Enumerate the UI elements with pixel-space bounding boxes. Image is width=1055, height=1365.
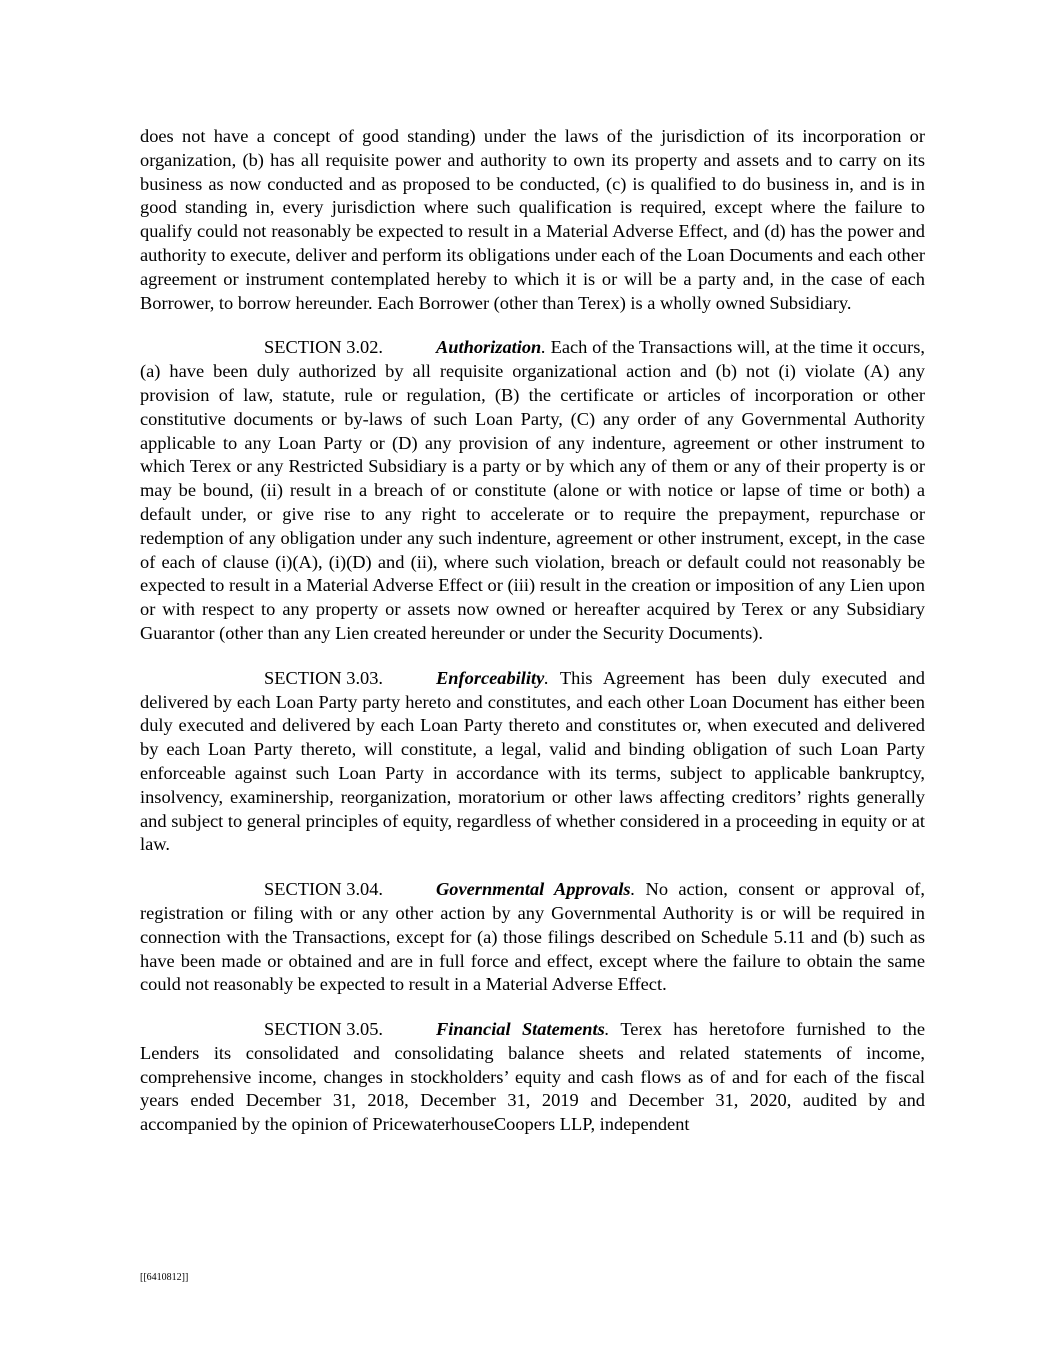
- section-text: Terex has heretofore furnished to the Lenders its consolidated and consolidating balance sheets and related statements of income, comprehensive income, changes in stockholders’ equity and cash flows as of and for each of the fiscal years ended December 31, 2018, December 31, 2019 and December 31, 2020, audited by and accompanied by the opinion of PricewaterhouseCoopers LLP, independent: [140, 1019, 926, 1135]
- section-title: Enforceability: [436, 667, 545, 688]
- section-text: No action, consent or approval of, registration or filing with or any other action by any Governmental Authority is or will be required in connection with the Transactions, except for (a) those filings described on Schedule 5.11 and (b) such as have been made or obtained and are in full force and effect, except where the failure to obtain the same could not reasonably be expected to result in a Material Adverse Effect.: [140, 879, 925, 995]
- section-3-02: [140, 336, 925, 645]
- section-text: This Agreement has been duly executed and delivered by each Loan Party party hereto and constitutes, and each other Loan Document has either been duly executed and delivered by each Loan Party thereto and constitutes or, when executed and delivered by each Loan Party thereto, will constitute, a legal, valid and binding obligation of such Loan Party enforceable against such Loan Party in accordance with its terms, subject to applicable bankruptcy, insolvency, examinership, reorganization, moratorium or other laws affecting creditors’ rights generally and subject to general principles of equity, regardless of whether considered in a proceeding in equity or at law.: [140, 667, 925, 855]
- section-title: Authorization: [436, 337, 542, 358]
- section-title-period: .: [541, 337, 546, 358]
- section-number: SECTION 3.03.: [264, 667, 384, 688]
- section-text: Each of the Transactions will, at the time it occurs, (a) have been duly authorized by all requisite organizational action and (b) not (i) violate (A) any provision of law, statute, rule or regulation, (B) the certificate or articles of incorporation or other constitutive documents or by-laws of such Loan Party, (C) any order of any Governmental Authority applicable to any Loan Party or (D) any provision of any indenture, agreement or other instrument to which Terex or any Restricted Subsidiary is a party or by which any of them or any of their property is or may be bound, (ii) result in a breach of or constitute (alone or with notice or lapse of time or both) a default under, or give rise to any right to accelerate or to require the prepayment, repurchase or redemption of any obligation under any such indenture, agreement or other instrument, except, in the case of each of clause (i)(A), (i)(D) and (ii), where such violation, breach or default could not reasonably be expected to result in a Material Adverse Effect or (iii) result in the creation or imposition of any Lien upon or with respect to any property or assets now owned or hereafter acquired by Terex or any Subsidiary Guarantor (other than any Lien created hereunder or under the Security Documents).: [140, 337, 925, 643]
- section-3-05: [140, 1018, 925, 1137]
- section-3-03: [140, 667, 925, 857]
- section-3-04: [140, 878, 925, 997]
- section-number: SECTION 3.04.: [264, 879, 384, 900]
- document-body: [140, 125, 925, 1158]
- section-number: SECTION 3.05.: [264, 1019, 384, 1040]
- section-title-period: .: [630, 879, 636, 900]
- continuation-paragraph: does not have a concept of good standing) under the laws of the jurisdiction of its incorporation or organization, (b) has all requisite power and authority to own its property and assets and to carry on its business as now conducted and as proposed to be conducted, (c) is qualified to do business in, and is in good standing in, every jurisdiction where such qualification is required, except where the failure to qualify could not reasonably be expected to result in a Material Adverse Effect, and (d) has the power and authority to execute, deliver and perform its obligations under each of the Loan Documents and each other agreement or instrument contemplated hereby to which it is or will be a party and, in the case of each Borrower, to borrow hereunder. Each Borrower (other than Terex) is a wholly owned Subsidiary.: [140, 126, 925, 313]
- section-title-period: .: [604, 1019, 610, 1040]
- section-number: SECTION 3.02.: [264, 337, 384, 358]
- section-title: Governmental Approvals: [436, 879, 631, 900]
- section-title: Financial Statements: [436, 1019, 605, 1040]
- section-title-period: .: [544, 667, 549, 688]
- document-id-footer: [[6410812]]: [140, 1272, 189, 1283]
